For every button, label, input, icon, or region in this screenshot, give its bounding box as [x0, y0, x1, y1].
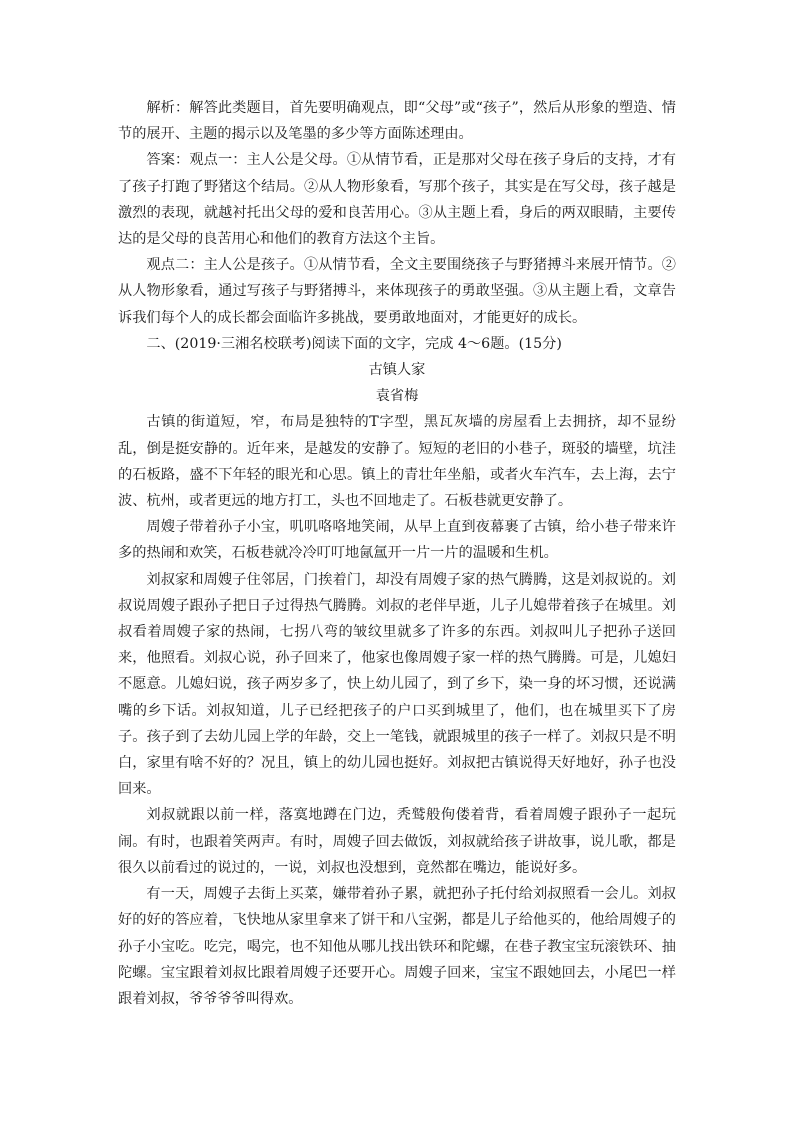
story-paragraph-2: 周嫂子带着孙子小宝，叽叽咯咯地笑闹，从早上直到夜幕裹了古镇，给小巷子带来许多的热闹和欢笑，石板巷就冷冷叮叮地氤氲开一片一片的温暖和生机。 — [118, 519, 676, 562]
story-title: 古镇人家 — [368, 362, 426, 379]
section-heading: 二、(2019·三湘名校联考)阅读下面的文字，完成 4～6题。(15分) — [146, 335, 562, 352]
analysis-paragraph: 解析：解答此类题目，首先要明确观点，即“父母”或“孩子”，然后从形象的塑造、情节的展开、主题的揭示以及笔墨的多少等方面陈述理由。 — [118, 100, 676, 143]
story-paragraph-1: 古镇的街道短，窄，布局是独特的T字型，黑瓦灰墙的房屋看上去拥挤，却不显纷乱，倒是挺安静的。近年来，是越发的安静了。短短的老旧的小巷子，斑驳的墙壁，坑洼的石板路，盛不下年轻的眼光和心思。镇上的青壮年坐船，或者火车汽车，去上海，去宁波、杭州，或者更远的地方打工，头也不回地走了。石板巷就更安静了。 — [118, 414, 676, 510]
story-paragraph-3: 刘叔家和周嫂子住邻居，门挨着门，却没有周嫂子家的热气腾腾，这是刘叔说的。刘叔说周嫂子跟孙子把日子过得热气腾腾。刘叔的老伴早逝，儿子儿媳带着孩子在城里。刘叔看着周嫂子家的热闹，七拐八弯的皱纹里就多了许多的东西。刘叔叫儿子把孙子送回来，他照看。刘叔心说，孙子回来了，他家也像周嫂子家一样的热气腾腾。可是，儿媳妇不愿意。儿媳妇说，孩子两岁多了，快上幼儿园了，到了乡下，染一身的坏习惯，还说满嘴的乡下话。刘叔知道，儿子已经把孩子的户口买到城里了，他们，也在城里买下了房子。孩子到了去幼儿园上学的年龄，交上一笔钱，就跟城里的孩子一样了。刘叔只是不明白，家里有啥不好的？况且，镇上的幼儿园也挺好。刘叔把古镇说得天好地好，孙子也没回来。 — [118, 571, 676, 798]
story-author: 袁省梅 — [375, 388, 419, 405]
story-paragraph-4: 刘叔就跟以前一样，落寞地蹲在门边，秃鹫般佝偻着背，看着周嫂子跟孙子一起玩闹。有时，也跟着笑两声。有时，周嫂子回去做饭，刘叔就给孩子讲故事，说儿歌，都是很久以前看过的说过的，一说，刘叔也没想到，竟然都在嘴边，能说好多。 — [118, 807, 676, 876]
answer-paragraph-1: 答案：观点一：主人公是父母。①从情节看，正是那对父母在孩子身后的支持，才有了孩子打跑了野猪这个结局。②从人物形象看，写那个孩子，其实是在写父母，孩子越是激烈的表现，就越衬托出父母的爱和良苦用心。③从主题上看，身后的两双眼睛，主要传达的是父母的良苦用心和他们的教育方法这个主旨。 — [118, 152, 676, 248]
document-body — [118, 95, 676, 1012]
story-paragraph-5: 有一天，周嫂子去街上买菜，嫌带着孙子累，就把孙子托付给刘叔照看一会儿。刘叔好的好的答应着，飞快地从家里拿来了饼干和八宝粥，都是儿子给他买的，他给周嫂子的孙子小宝吃。吃完，喝完，也不知他从哪儿找出铁环和陀螺，在巷子教宝宝玩滚铁环、抽陀螺。宝宝跟着刘叔比跟着周嫂子还要开心。周嫂子回来，宝宝不跟她回去，小尾巴一样跟着刘叔，爷爷爷爷叫得欢。 — [118, 886, 676, 1007]
answer-paragraph-2: 观点二：主人公是孩子。①从情节看，全文主要围绕孩子与野猪搏斗来展开情节。②从人物形象看，通过写孩子与野猪搏斗，来体现孩子的勇敢坚强。③从主题上看，文章告诉我们每个人的成长都会面临许多挑战，要勇敢地面对，才能更好的成长。 — [118, 257, 676, 326]
